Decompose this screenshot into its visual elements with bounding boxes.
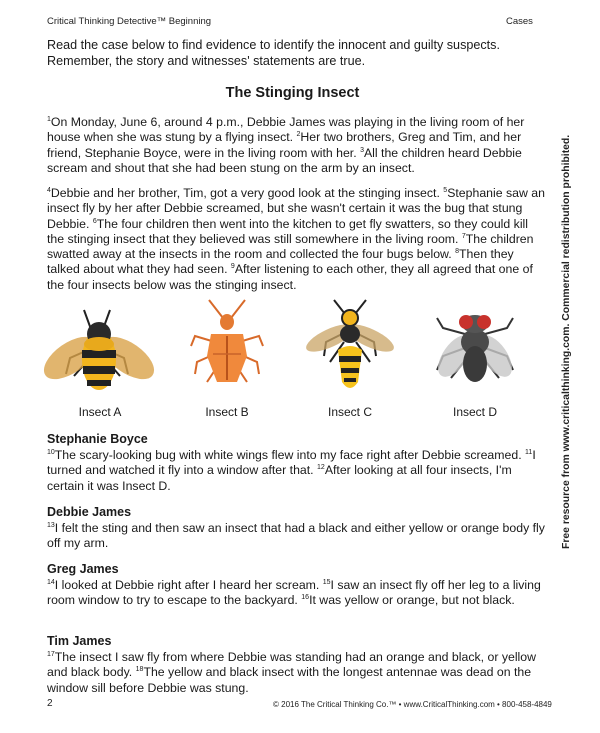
sentence: Her two brothers, Greg and Tim, and her friend, Stephanie Boyce, were in the living room with her.	[47, 130, 522, 160]
insect-label: Insect B	[205, 405, 249, 419]
witness-name-greg: Greg James	[47, 562, 119, 576]
story-paragraph-1	[47, 115, 547, 176]
sentence-number: 14	[47, 578, 55, 586]
sentence-number: 15	[322, 578, 331, 586]
housefly-illustration	[415, 298, 535, 398]
instructions: Read the case below to find evidence to identify the innocent and guilty suspects. Remember, the story and witnesses' statements are true.	[47, 38, 500, 68]
orange-bug-illustration	[167, 298, 287, 398]
insect-label: Insect D	[452, 405, 497, 419]
sentence: After listening to each other, they all agreed that one of the four insects below was the stinging insect.	[47, 262, 533, 292]
wasp-illustration	[290, 298, 410, 398]
statement-debbie	[47, 521, 547, 552]
witness-name-stephanie: Stephanie Boyce	[47, 432, 148, 446]
sentence-number: 11	[525, 448, 533, 456]
insect-lineup	[40, 298, 540, 428]
sentence: I looked at Debbie right after I heard her scream.	[54, 578, 323, 592]
statement-tim	[47, 650, 547, 696]
page-number: 2	[47, 698, 53, 709]
insect-a	[40, 298, 160, 419]
sentence: The scary-looking bug with white wings flew into my face right after Debbie screamed.	[54, 448, 526, 462]
insect-label: Insect C	[327, 405, 372, 419]
sentence: Then they talked about what they had seen.	[47, 247, 514, 277]
sentence-number: 7	[461, 232, 466, 240]
sentence: It was yellow or orange, but not black.	[309, 593, 515, 608]
sentence-number: 17	[47, 650, 55, 658]
sentence-number: 5	[443, 186, 448, 194]
sentence: The children swatted away at the insects in the room and collected the four bugs below.	[47, 231, 534, 262]
sentence-number: 4	[47, 186, 51, 194]
sentence: On Monday, June 6, around 4 p.m., Debbie James was playing in the living room of her house when she was stung by a flying insect.	[47, 115, 525, 145]
insect-c	[290, 298, 410, 419]
sentence-number: 12	[317, 464, 325, 472]
sentence-number: 1	[47, 115, 51, 123]
case-title: The Stinging Insect	[225, 85, 360, 101]
sentence-number: 16	[301, 594, 310, 602]
sentence: I turned and watched it fly into a window after that.	[47, 448, 536, 478]
statement-greg	[47, 578, 547, 609]
sentence: Debbie and her brother, Tim, got a very good look at the stinging insect.	[50, 186, 444, 200]
copyright-footer: © 2016 The Critical Thinking Co.™ • www.CriticalThinking.com • 800-458-4849	[273, 700, 552, 709]
sentence: I saw an insect fly off her leg to a living room window to try to escape to the backyard.	[47, 578, 541, 608]
witness-name-tim: Tim James	[47, 634, 112, 648]
sentence-number: 18	[135, 666, 144, 674]
sentence-number: 3	[360, 146, 364, 154]
sentence-number: 6	[92, 217, 97, 225]
insect-d	[415, 298, 535, 419]
header-section: Cases	[506, 16, 533, 27]
redistribution-notice: Free resource from www.criticalthinking.com. Commercial redistribution prohibited.	[561, 134, 572, 549]
sentence-number: 10	[47, 448, 55, 456]
sentence-number: 13	[47, 521, 55, 529]
statement-stephanie	[47, 448, 547, 494]
sentence-number: 2	[296, 131, 301, 139]
sentence: The insect I saw fly from where Debbie was standing had an orange and black, or yellow and black body.	[47, 650, 536, 680]
witness-name-debbie: Debbie James	[47, 505, 132, 519]
sentence-number: 8	[455, 248, 459, 256]
insect-label: Insect A	[78, 405, 122, 419]
sentence: The yellow and black insect with the longest antennae was dead on the window sill before Debbie was stung.	[47, 665, 532, 695]
bumblebee-illustration	[40, 298, 160, 398]
header-series-title: Critical Thinking Detective™ Beginning	[47, 16, 212, 27]
sentence: I felt the sting and then saw an insect that had a black and either yellow or orange body fly off my arm.	[47, 521, 545, 551]
sentence: The four children then went into the kitchen to get fly swatters, so they could kill the stinging insect that they believed was still somewhere in the living room.	[47, 216, 529, 246]
sentence-number: 9	[230, 263, 235, 271]
sentence: Stephanie saw an insect fly by her after Debbie screamed, but she wasn't certain it was the bug that stung Debbie.	[47, 186, 545, 231]
sentence: After looking at all four insects, I'm certain it was Insect D.	[47, 463, 512, 493]
sentence: All the children heard Debbie scream and shout that she had been stung on the arm by an insect.	[47, 145, 522, 175]
insect-b	[167, 298, 287, 419]
story-paragraph-2	[47, 186, 547, 293]
